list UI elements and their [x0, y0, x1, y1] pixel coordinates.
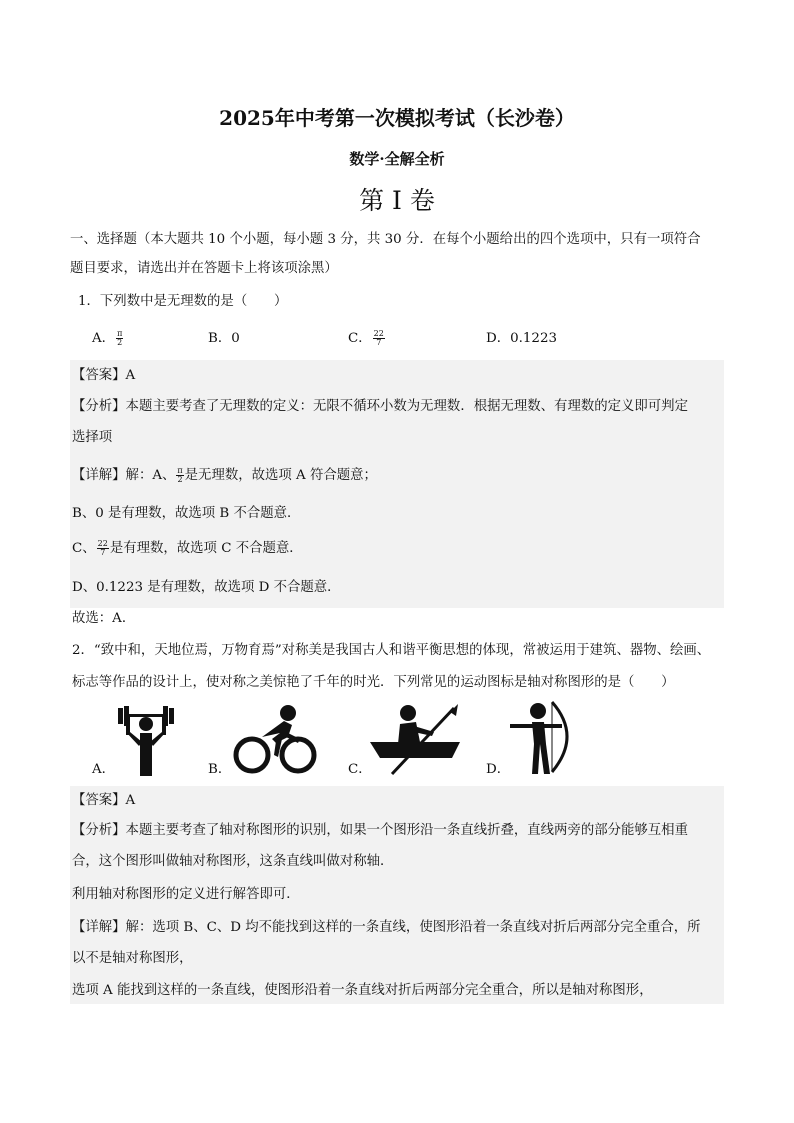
fraction-numerator: π: [177, 466, 183, 475]
q2-stem-line2: 标志等作品的设计上，使对称之美惊艳了千年的时光．下列常见的运动图标是轴对称图形的是（ ）: [72, 675, 675, 690]
cycling-icon: [232, 703, 318, 775]
q2-answer: 【答案】A: [72, 793, 136, 808]
q1-stem: 1．下列数中是无理数的是（ ）: [78, 294, 288, 309]
q2-analysis-line3: 利用轴对称图形的定义进行解答即可．: [72, 887, 300, 902]
page-title: 2025年中考第一次模拟考试（长沙卷）: [219, 106, 575, 130]
q1-detail-b: B、0 是有理数，故选项 B 不合题意．: [72, 506, 301, 521]
q1-option-a: [92, 329, 124, 349]
fraction-numerator: π: [117, 329, 123, 338]
q2-detail-line1: 【详解】解：选项 B、C、D 均不能找到这样的一条直线，使图形沿着一条直线对折后两部分完全重合，所: [72, 920, 701, 935]
q1-detail-c-fraction: [97, 540, 109, 557]
q1-answer: 【答案】A: [72, 368, 136, 383]
section-intro-line2: 题目要求，请选出并在答题卡上将该项涂黑）: [70, 261, 338, 276]
section-intro-line1: 一、选择题（本大题共 10 个小题，每小题 3 分，共 30 分．在每个小题给出的四个选项中，只有一项符合: [70, 232, 701, 247]
q1-detail-c-suffix: 是有理数，故选项 C 不合题意．: [109, 541, 303, 556]
q1-choose: 故选：A．: [72, 611, 136, 626]
q2-label-d: D．: [486, 762, 511, 777]
q1-option-a-fraction: [116, 330, 123, 347]
q1-option-d: D．0.1223: [486, 331, 557, 346]
q2-analysis-line1: 【分析】本题主要考查了轴对称图形的识别，如果一个图形沿一条直线折叠，直线两旁的部分能够互相重: [72, 823, 688, 838]
q1-option-c: [348, 329, 386, 349]
fraction-numerator: 22: [373, 329, 384, 338]
fraction-denominator: 7: [376, 338, 382, 347]
q2-stem-line1: 2．“致中和，天地位焉，万物育焉”对称美是我国古人和谐平衡思想的体现，常被运用于建筑、器物、绘画、: [72, 643, 711, 658]
rowing-icon: [368, 702, 462, 776]
q1-option-c-fraction: [373, 330, 385, 347]
q2-label-c: C．: [348, 762, 372, 777]
q1-detail-prefix: 【详解】解：A、: [72, 468, 176, 483]
q2-analysis-line2: 合，这个图形叫做轴对称图形，这条直线叫做对称轴．: [72, 854, 394, 869]
page-subtitle: 数学·全解全析: [349, 150, 445, 168]
q1-detail-line: [72, 466, 377, 486]
q1-detail-d: D、0.1223 是有理数，故选项 D 不合题意．: [72, 580, 341, 595]
q1-option-b: B．0: [208, 331, 240, 346]
q1-option-a-prefix: A．: [92, 331, 116, 346]
q1-detail-fraction: [176, 467, 183, 484]
q2-label-b: B．: [208, 762, 232, 777]
q2-detail-line2: 以不是轴对称图形，: [72, 951, 193, 966]
q1-detail-c: [72, 539, 303, 559]
fraction-denominator: 7: [100, 548, 106, 557]
q1-option-c-prefix: C．: [348, 331, 372, 346]
weightlifting-icon: [112, 702, 180, 776]
q1-analysis-line2: 选择项: [72, 430, 113, 445]
q2-label-a: A．: [92, 762, 116, 777]
fraction-denominator: 2: [117, 338, 123, 347]
q1-analysis-line1: 【分析】本题主要考查了无理数的定义：无限不循环小数为无理数．根据无理数、有理数的定义即可判定: [72, 399, 688, 414]
archery-icon: [508, 700, 574, 776]
q1-detail-suffix: 是无理数，故选项 A 符合题意；: [184, 468, 377, 483]
fraction-numerator: 22: [97, 539, 108, 548]
volume-heading: 第 I 卷: [359, 186, 435, 215]
fraction-denominator: 2: [177, 475, 183, 484]
q1-detail-c-prefix: C、: [72, 541, 96, 556]
q2-detail-line3: 选项 A 能找到这样的一条直线，使图形沿着一条直线对折后两部分完全重合，所以是轴对称图形，: [72, 983, 653, 998]
